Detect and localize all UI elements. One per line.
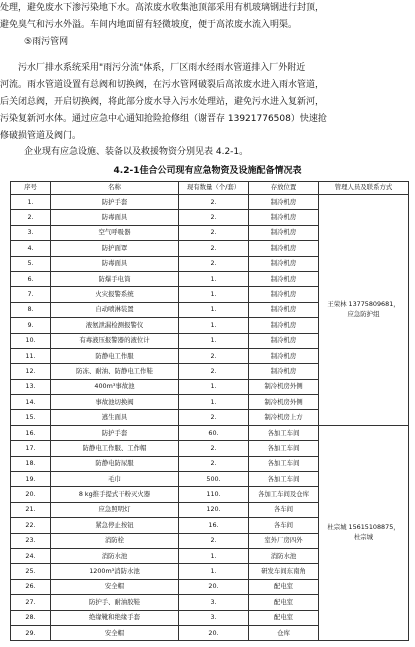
contact-role: 应急防护组 <box>347 309 380 318</box>
cell-qty: 2. <box>179 225 249 240</box>
cell-qty: 500. <box>179 472 249 487</box>
cell-no: 24. <box>11 548 51 563</box>
cell-location: 各加工车间 <box>249 456 319 471</box>
cell-name: 防护面罩 <box>51 241 179 256</box>
cell-no: 19. <box>11 472 51 487</box>
cell-name: 防毒面具 <box>51 256 179 271</box>
cell-no: 22. <box>11 518 51 533</box>
header-location: 存放位置 <box>249 182 319 195</box>
cell-no: 17. <box>11 441 51 456</box>
cell-location: 仓库 <box>249 625 319 640</box>
cell-name: 防静电防尿服 <box>51 456 179 471</box>
cell-qty: 1. <box>179 318 249 333</box>
cell-name: 防毒面具 <box>51 210 179 225</box>
cell-name: 防护手套 <box>51 425 179 440</box>
cell-qty: 16. <box>179 518 249 533</box>
drainage-line: 后关闭总阀，开启切换阀，将此部分废水导入污水处理站，避免污水进入复新河， <box>0 97 325 107</box>
contact-name-phone: 杜宗城 15615108875， <box>327 523 400 532</box>
cell-no: 14. <box>11 395 51 410</box>
cell-no: 23. <box>11 533 51 548</box>
cell-qty: 2. <box>179 441 249 456</box>
cell-no: 26. <box>11 579 51 594</box>
cell-location: 制冷机房外侧 <box>249 379 319 394</box>
cell-name: 液氨泄漏检测报警仪 <box>51 318 179 333</box>
cell-no: 13. <box>11 379 51 394</box>
cell-name: 紧急停止按钮 <box>51 518 179 533</box>
cell-qty: 20. <box>179 625 249 640</box>
drainage-paragraph <box>0 60 415 145</box>
cell-name: 应急照明灯 <box>51 502 179 517</box>
cell-location: 制冷机房 <box>249 318 319 333</box>
cell-location: 制冷机房 <box>249 287 319 302</box>
cell-location: 消防水池 <box>249 548 319 563</box>
cell-name: 防护手、耐油胶鞋 <box>51 595 179 610</box>
contact-name-phone: 王荣林 13775809681， <box>327 300 400 309</box>
cell-location: 研发车间东南角 <box>249 564 319 579</box>
cell-qty: 2. <box>179 348 249 363</box>
cell-name: 8 kg推手提式干粉灭火器 <box>51 487 179 502</box>
header-name: 名称 <box>51 182 179 195</box>
cell-no: 11. <box>11 348 51 363</box>
cell-name: 消防栓 <box>51 533 179 548</box>
cell-qty: 1. <box>179 379 249 394</box>
drainage-line: 污染复新河水体。通过应急中心通知抢险抢修组（谢晋存 13921776508）快速抢 <box>0 114 327 124</box>
cell-no: 7. <box>11 287 51 302</box>
cell-name: 防静电工作服 <box>51 348 179 363</box>
cell-no: 18. <box>11 456 51 471</box>
cell-no: 15. <box>11 410 51 425</box>
cell-no: 10. <box>11 333 51 348</box>
cell-name: 400m³事故池 <box>51 379 179 394</box>
cell-location: 制冷机房 <box>249 195 319 210</box>
summary-paragraph: 企业现有应急设施、装备以及救援物资分别见表 4.2-1。 <box>24 147 249 157</box>
cell-no: 20. <box>11 487 51 502</box>
cell-qty: 2. <box>179 364 249 379</box>
cell-name: 火灾报警系统 <box>51 287 179 302</box>
cell-qty: 2. <box>179 410 249 425</box>
cell-location: 制冷机房 <box>249 333 319 348</box>
cell-no: 1. <box>11 195 51 210</box>
cell-qty: 1. <box>179 287 249 302</box>
cell-location: 配电室 <box>249 610 319 625</box>
cell-location: 制冷机房 <box>249 271 319 286</box>
cell-name: 安全帽 <box>51 579 179 594</box>
intro-paragraph <box>0 0 415 34</box>
cell-location: 配电室 <box>249 579 319 594</box>
cell-no: 21. <box>11 502 51 517</box>
cell-no: 12. <box>11 364 51 379</box>
cell-location: 配电室 <box>249 595 319 610</box>
cell-qty: 1. <box>179 395 249 410</box>
intro-line: 处理，避免废水下渗污染地下水。高浓废水收集池顶部采用有机玻璃钢进行封顶， <box>0 3 325 13</box>
table-header-row <box>11 182 409 195</box>
drainage-line: 修破损管道及阀门。 <box>0 131 82 141</box>
cell-location: 各加工车间及仓库 <box>249 487 319 502</box>
table-row <box>11 195 409 210</box>
cell-qty: 1. <box>179 548 249 563</box>
cell-name: 安全帽 <box>51 625 179 640</box>
cell-location: 制冷机房 <box>249 302 319 317</box>
header-contact: 管理人员及联系方式 <box>319 182 409 195</box>
cell-no: 5. <box>11 256 51 271</box>
cell-name: 毛巾 <box>51 472 179 487</box>
cell-qty: 2. <box>179 533 249 548</box>
cell-qty: 60. <box>179 425 249 440</box>
header-qty: 现有数量（个/套） <box>179 182 249 195</box>
cell-name: 1200m³消防水池 <box>51 564 179 579</box>
cell-location: 室外厂房四外 <box>249 533 319 548</box>
cell-no: 25. <box>11 564 51 579</box>
cell-name: 绝缘靴和绝缘手套 <box>51 610 179 625</box>
table-title: 4.2-1佳合公司现有应急物资及设施配备情况表 <box>113 166 302 176</box>
cell-no: 28. <box>11 610 51 625</box>
section-heading: ⑤雨污管网 <box>24 37 69 47</box>
cell-name: 空气呼吸器 <box>51 225 179 240</box>
cell-qty: 1. <box>179 333 249 348</box>
cell-no: 4. <box>11 241 51 256</box>
cell-qty: 1. <box>179 302 249 317</box>
cell-no: 29. <box>11 625 51 640</box>
cell-name: 事故池切换阀 <box>51 395 179 410</box>
cell-location: 制冷机房 <box>249 225 319 240</box>
cell-name: 防静电工作服、工作帽 <box>51 441 179 456</box>
cell-no: 27. <box>11 595 51 610</box>
cell-location: 制冷机房外侧 <box>249 395 319 410</box>
cell-no: 2. <box>11 210 51 225</box>
cell-no: 8. <box>11 302 51 317</box>
contact-cell <box>319 195 409 426</box>
table-row <box>11 425 409 440</box>
cell-location: 各加工车间 <box>249 441 319 456</box>
cell-qty: 2. <box>179 241 249 256</box>
cell-no: 9. <box>11 318 51 333</box>
cell-name: 自动喷淋装置 <box>51 302 179 317</box>
intro-line: 避免臭气和污水外溢。车间内地面留有轻微坡度，便于高浓废水流入明渠。 <box>0 20 298 30</box>
contact-role: 杜宗城 <box>353 533 374 542</box>
cell-qty: 20. <box>179 579 249 594</box>
drainage-line: 河流。雨水管道设置有总阀和切换阀，在污水管网破裂后高浓废水进入雨水管道， <box>0 80 325 90</box>
cell-location: 制冷机房 <box>249 256 319 271</box>
cell-qty: 110. <box>179 487 249 502</box>
contact-cell <box>319 425 409 640</box>
cell-qty: 2. <box>179 456 249 471</box>
cell-name: 防爆手电筒 <box>51 271 179 286</box>
cell-location: 制冷机房 <box>249 364 319 379</box>
cell-name: 防护手套 <box>51 195 179 210</box>
cell-location: 制冷机房 <box>249 348 319 363</box>
cell-qty: 1. <box>179 564 249 579</box>
cell-location: 各车间 <box>249 502 319 517</box>
cell-no: 6. <box>11 271 51 286</box>
cell-location: 各车间 <box>249 518 319 533</box>
cell-name: 有毒液压报警器的液位计 <box>51 333 179 348</box>
cell-no: 16. <box>11 425 51 440</box>
cell-qty: 120. <box>179 502 249 517</box>
drainage-line: 污水厂排水系统采用"雨污分流"体系，厂区雨水经雨水管道排入厂外附近 <box>18 63 306 73</box>
cell-qty: 1. <box>179 271 249 286</box>
cell-location: 各加工车间 <box>249 425 319 440</box>
cell-name: 逃生面具 <box>51 410 179 425</box>
cell-no: 3. <box>11 225 51 240</box>
header-no: 序号 <box>11 182 51 195</box>
cell-name: 消防水池 <box>51 548 179 563</box>
cell-location: 各加工车间 <box>249 472 319 487</box>
cell-qty: 3. <box>179 610 249 625</box>
cell-location: 制冷机房 <box>249 241 319 256</box>
cell-name: 防冻、耐油、防静电工作鞋 <box>51 364 179 379</box>
cell-qty: 2. <box>179 210 249 225</box>
cell-qty: 3. <box>179 595 249 610</box>
equipment-table <box>10 181 409 641</box>
cell-location: 制冷机房上方 <box>249 410 319 425</box>
cell-qty: 2. <box>179 256 249 271</box>
cell-location: 制冷机房 <box>249 210 319 225</box>
cell-qty: 2. <box>179 195 249 210</box>
